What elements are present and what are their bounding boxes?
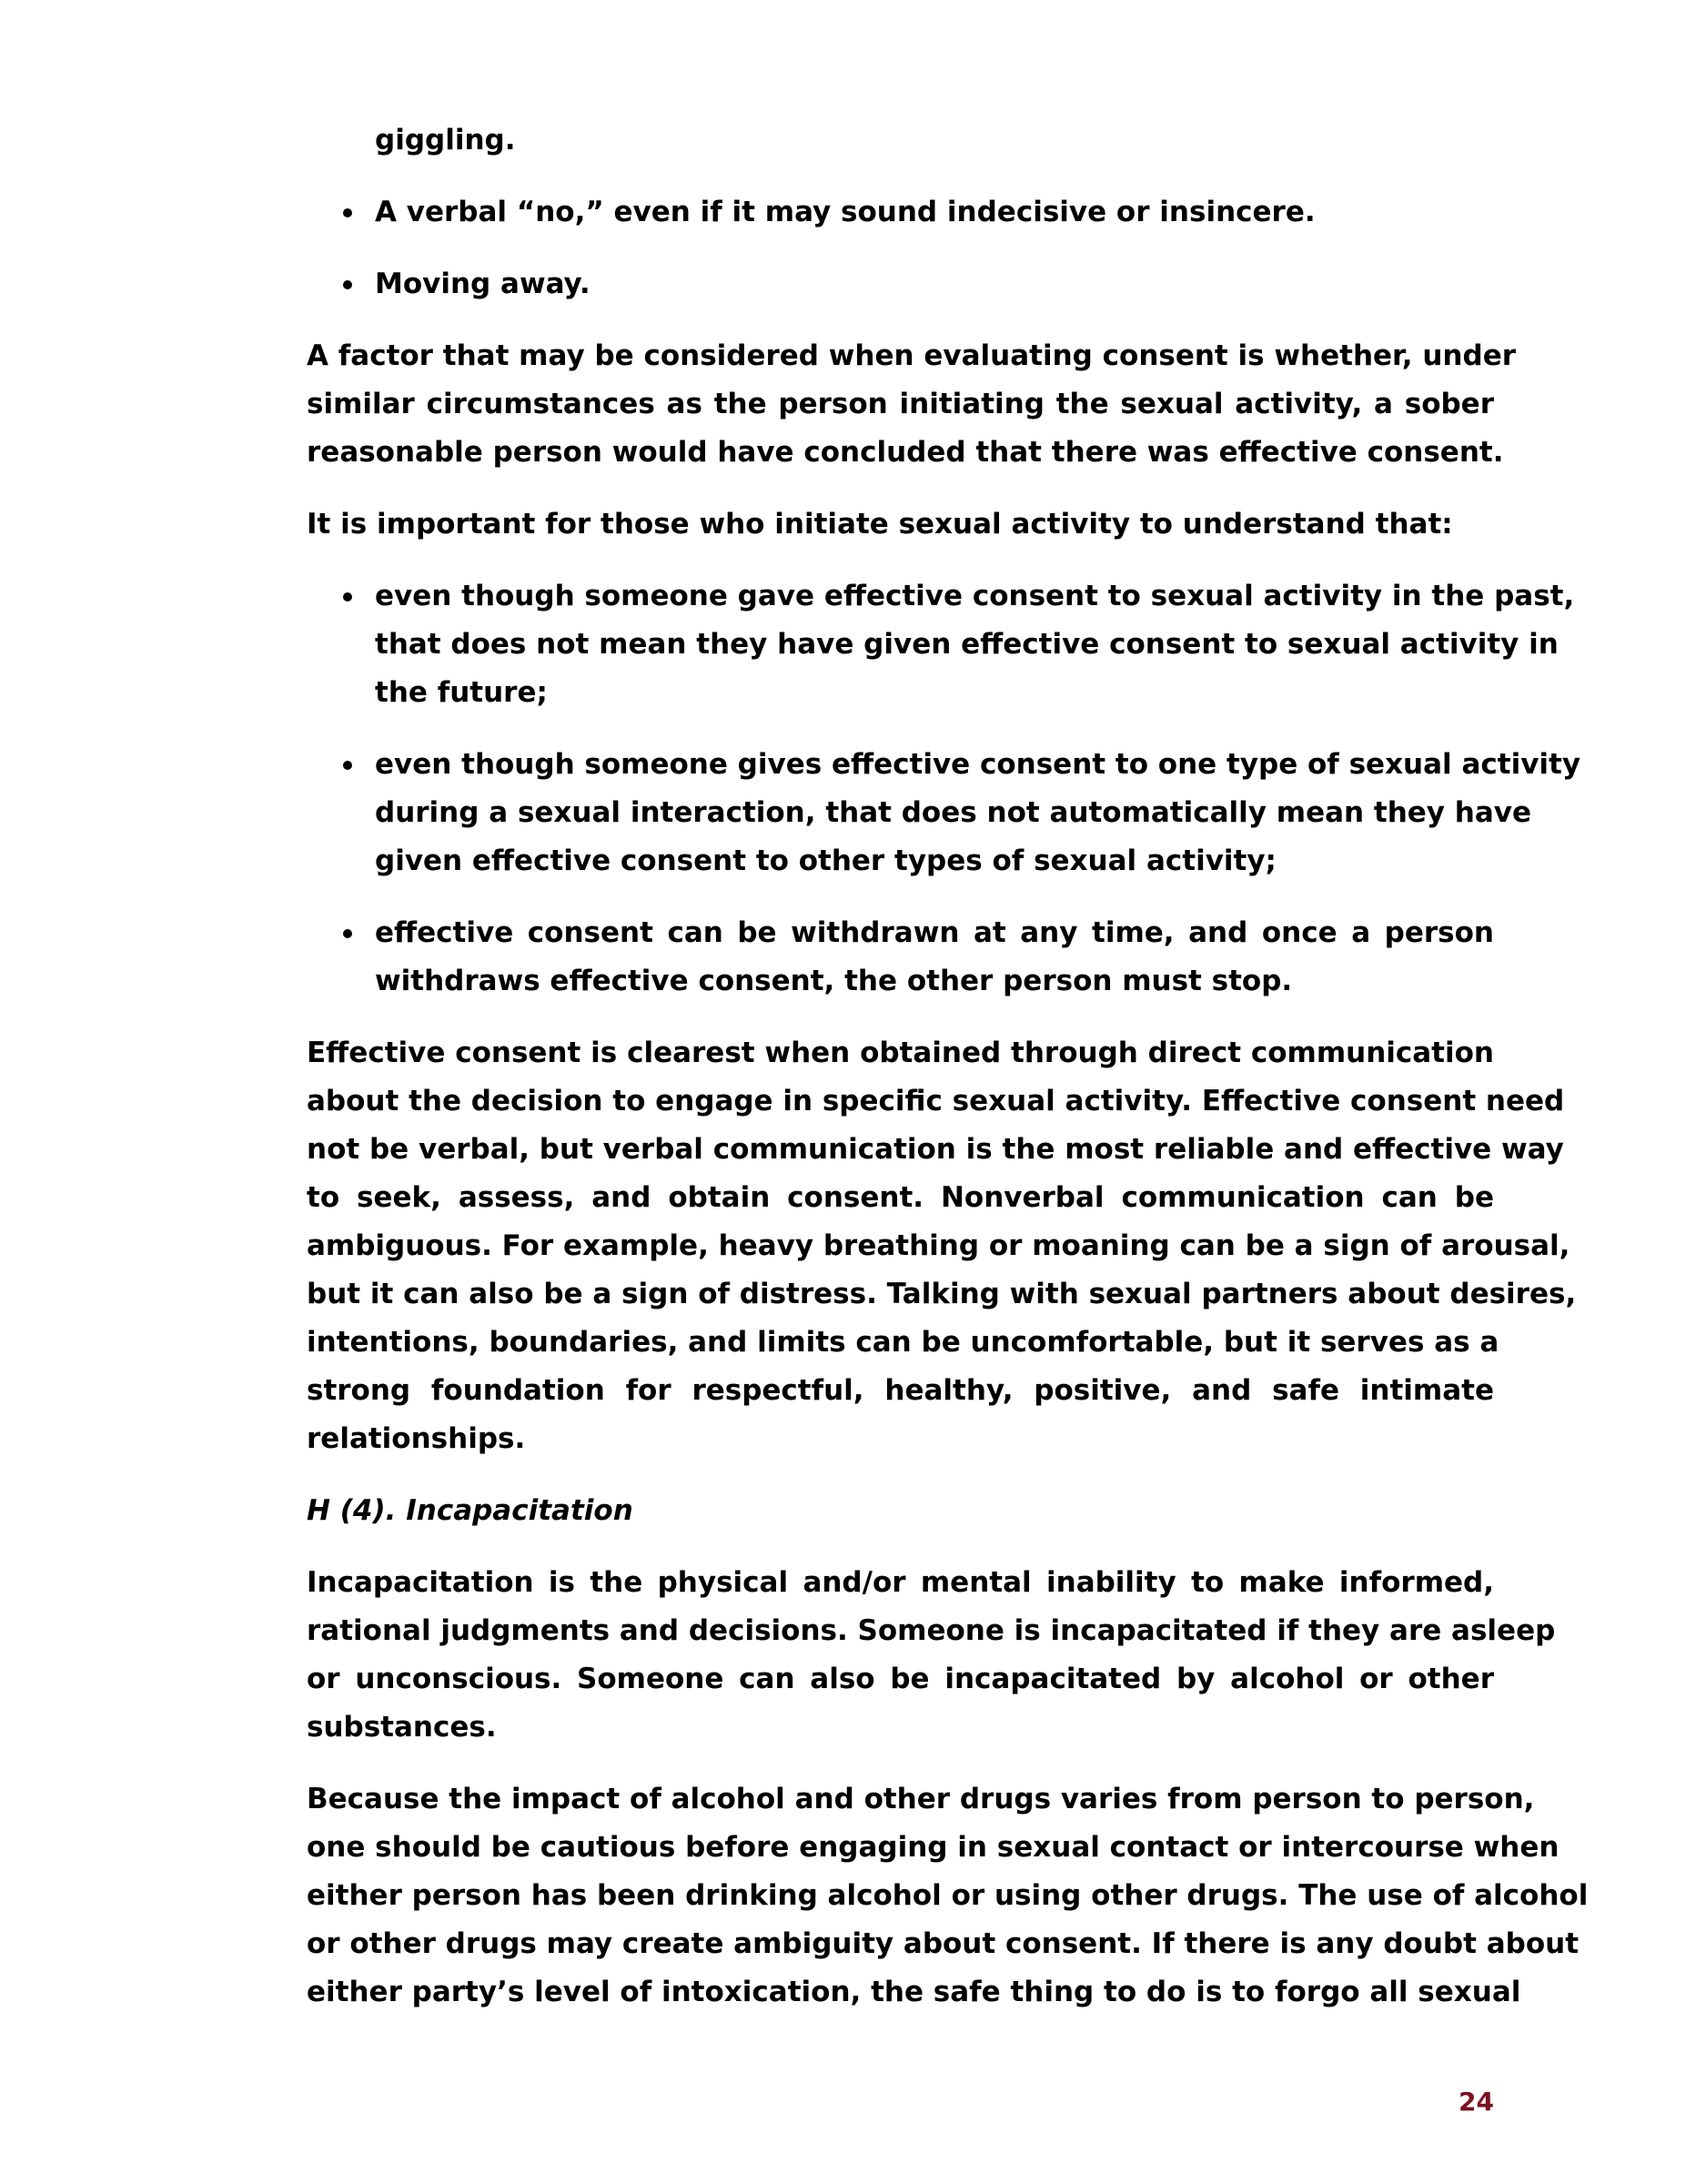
text-line: or unconscious. Someone can also be incapacitated by alcohol or other xyxy=(307,1663,1494,1695)
text-line: Effective consent is clearest when obtained through direct communication xyxy=(307,1036,1494,1069)
text-line: intentions, boundaries, and limits can be uncomfortable, but it serves as a xyxy=(307,1326,1499,1359)
text-line: the future; xyxy=(375,676,548,709)
text-line: reasonable person would have concluded that there was effective consent. xyxy=(307,436,1504,469)
paragraph xyxy=(307,1559,1556,1752)
bullet-dot-icon xyxy=(343,761,352,770)
text-line: strong foundation for respectful, healthy, positive, and safe intimate xyxy=(307,1374,1494,1407)
text-line: relationships. xyxy=(307,1422,526,1455)
text-line: A factor that may be considered when evaluating consent is whether, under xyxy=(307,339,1517,372)
text-line: H (4). Incapacitation xyxy=(307,1494,633,1527)
text-line: that does not mean they have given effective consent to sexual activity in xyxy=(375,628,1559,661)
text-line: effective consent can be withdrawn at any time, and once a person xyxy=(375,916,1494,949)
bullet-item xyxy=(307,741,1581,885)
text-line: withdraws effective consent, the other person must stop. xyxy=(375,965,1293,997)
bullet-item xyxy=(307,260,1494,308)
text-line: substances. xyxy=(307,1711,497,1744)
paragraph xyxy=(307,332,1517,477)
text-line: but it can also be a sign of distress. Talking with sexual partners about desires, xyxy=(307,1278,1577,1310)
text-line: or other drugs may create ambiguity about consent. If there is any doubt about xyxy=(307,1927,1580,1960)
text-line: either person has been drinking alcohol or using other drugs. The use of alcohol xyxy=(307,1879,1589,1912)
text-line: to seek, assess, and obtain consent. Nonverbal communication can be xyxy=(307,1181,1494,1214)
document-body xyxy=(307,116,1589,2040)
text-line: given effective consent to other types of sexual activity; xyxy=(375,844,1277,877)
bullet-dot-icon xyxy=(343,208,352,217)
bullet-item-continuation xyxy=(307,116,1494,165)
text-line: Moving away. xyxy=(375,268,591,300)
text-line: even though someone gave effective consent to sexual activity in the past, xyxy=(375,580,1575,612)
paragraph xyxy=(307,500,1494,549)
text-line: during a sexual interaction, that does not automatically mean they have xyxy=(375,796,1532,829)
text-line: ambiguous. For example, heavy breathing or moaning can be a sign of arousal, xyxy=(307,1229,1570,1262)
bullet-item xyxy=(307,572,1575,717)
section-heading xyxy=(307,1487,1494,1535)
text-line: A verbal “no,” even if it may sound indecisive or insincere. xyxy=(375,196,1316,228)
text-line: about the decision to engage in specific sexual activity. Effective consent need xyxy=(307,1085,1565,1117)
bullet-dot-icon xyxy=(343,929,352,938)
text-line: It is important for those who initiate sexual activity to understand that: xyxy=(307,508,1453,541)
text-line: giggling. xyxy=(375,124,516,157)
text-line: either party’s level of intoxication, the safe thing to do is to forgo all sexual xyxy=(307,1976,1521,2008)
bullet-item xyxy=(307,188,1494,237)
text-line: one should be cautious before engaging in sexual contact or intercourse when xyxy=(307,1831,1560,1864)
page-number: 24 xyxy=(1459,2087,1494,2117)
text-line: Because the impact of alcohol and other drugs varies from person to person, xyxy=(307,1783,1535,1815)
bullet-dot-icon xyxy=(343,592,352,602)
paragraph xyxy=(307,1029,1577,1463)
bullet-item xyxy=(307,909,1494,1006)
paragraph xyxy=(307,1775,1589,2017)
bullet-dot-icon xyxy=(343,280,352,289)
text-line: Incapacitation is the physical and/or mental inability to make informed, xyxy=(307,1566,1494,1599)
text-line: similar circumstances as the person initiating the sexual activity, a sober xyxy=(307,388,1494,420)
text-line: rational judgments and decisions. Someone is incapacitated if they are asleep xyxy=(307,1614,1556,1647)
text-line: even though someone gives effective consent to one type of sexual activity xyxy=(375,748,1581,781)
text-line: not be verbal, but verbal communication is the most reliable and effective way xyxy=(307,1133,1564,1166)
